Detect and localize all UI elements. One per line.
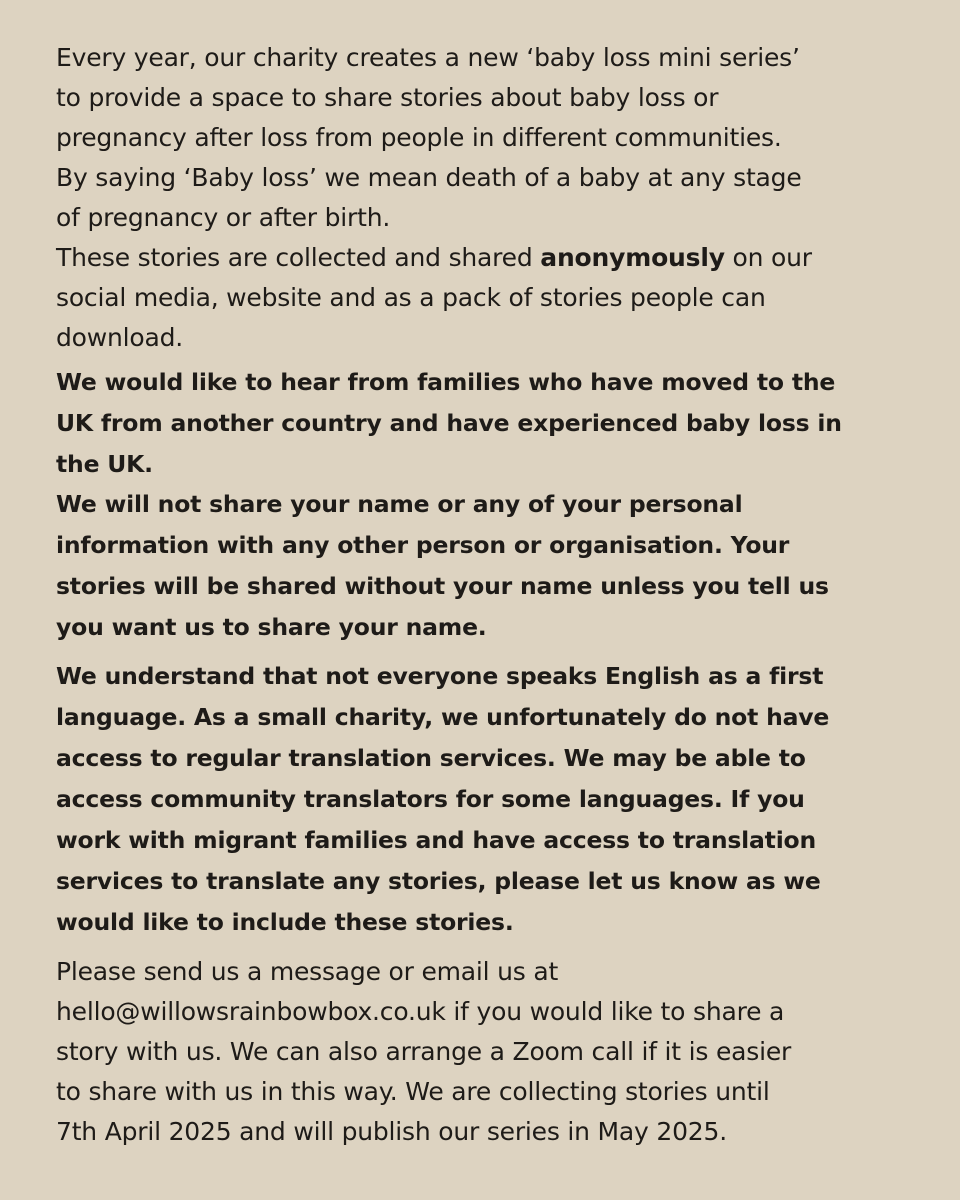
anonymously-emphasis: anonymously [540,243,725,272]
contact-line-5: 7th April 2025 and will publish our series in May 2025. [56,1117,727,1146]
translation-paragraph [56,656,829,943]
intro-line-4: By saying ‘Baby loss’ we mean death of a baby at any stage [56,163,802,192]
anonymity-line-1 [56,238,812,278]
families-line-3: the UK. [56,450,153,478]
anonymity-line-2: social media, website and as a pack of stories people can [56,283,766,312]
intro-paragraph [56,38,802,238]
anonymity-line-3: download. [56,323,184,352]
intro-line-5: of pregnancy or after birth. [56,203,391,232]
privacy-paragraph [56,484,829,648]
anonymity-line-1-end: on our [724,243,812,272]
translation-line-7: would like to include these stories. [56,908,514,936]
intro-line-2: to provide a space to share stories about baby loss or [56,83,719,112]
translation-line-6: services to translate any stories, please let us know as we [56,867,821,895]
translation-line-3: access to regular translation services. We may be able to [56,744,806,772]
anonymity-paragraph [56,238,812,358]
intro-line-3: pregnancy after loss from people in different communities. [56,123,782,152]
translation-line-1: We understand that not everyone speaks English as a first [56,662,824,690]
privacy-line-3: stories will be shared without your name unless you tell us [56,572,829,600]
anonymity-line-1-start: These stories are collected and shared [56,243,541,272]
translation-line-2: language. As a small charity, we unfortunately do not have [56,703,830,731]
privacy-line-1: We will not share your name or any of your personal [56,490,743,518]
privacy-line-4: you want us to share your name. [56,613,487,641]
translation-line-4: access community translators for some languages. If you [56,785,805,813]
contact-paragraph [56,952,791,1152]
contact-line-3: story with us. We can also arrange a Zoom call if it is easier [56,1037,792,1066]
families-request-paragraph [56,362,842,485]
intro-line-1: Every year, our charity creates a new ‘baby loss mini series’ [56,43,800,72]
families-line-2: UK from another country and have experienced baby loss in [56,409,842,437]
contact-line-4: to share with us in this way. We are collecting stories until [56,1077,770,1106]
contact-line-2-email: hello@willowsrainbowbox.co.uk if you would like to share a [56,997,785,1026]
privacy-line-2: information with any other person or organisation. Your [56,531,790,559]
translation-line-5: work with migrant families and have access to translation [56,826,817,854]
families-line-1: We would like to hear from families who have moved to the [56,368,836,396]
contact-line-1: Please send us a message or email us at [56,957,559,986]
